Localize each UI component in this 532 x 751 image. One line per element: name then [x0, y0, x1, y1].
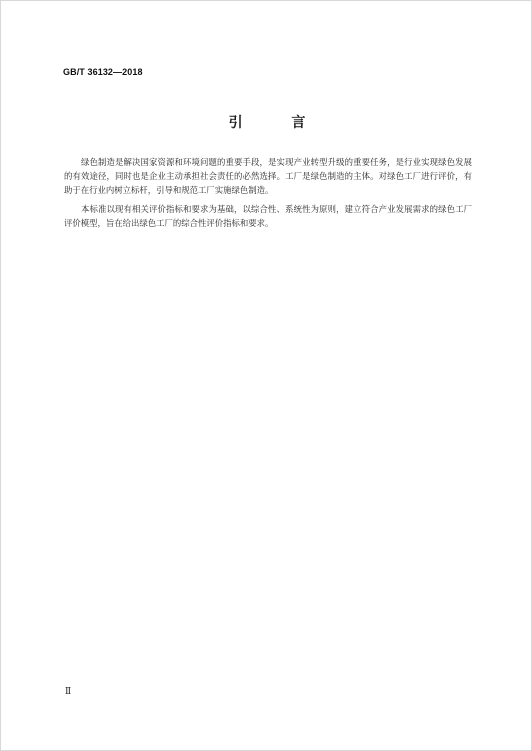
paragraph-1: 绿色制造是解决国家资源和环境问题的重要手段，是实现产业转型升级的重要任务，是行业实现绿色发展的有效途径，同时也是企业主动承担社会责任的必然选择。工厂是绿色制造的主体。对绿色工厂进行评价，有助于在行业内树立标杆，引导和规范工厂实施绿色制造。: [64, 157, 472, 196]
page-number: Ⅱ: [65, 687, 72, 697]
standard-number: GB/T 36132—2018: [63, 67, 143, 77]
section-title: 引 言: [228, 115, 328, 131]
introduction-body: [64, 155, 472, 234]
paragraph-2: 本标准以现有相关评价指标和要求为基础，以综合性、系统性为原则，建立符合产业发展需求的绿色工厂评价模型，旨在给出绿色工厂的综合性评价指标和要求。: [64, 203, 472, 228]
